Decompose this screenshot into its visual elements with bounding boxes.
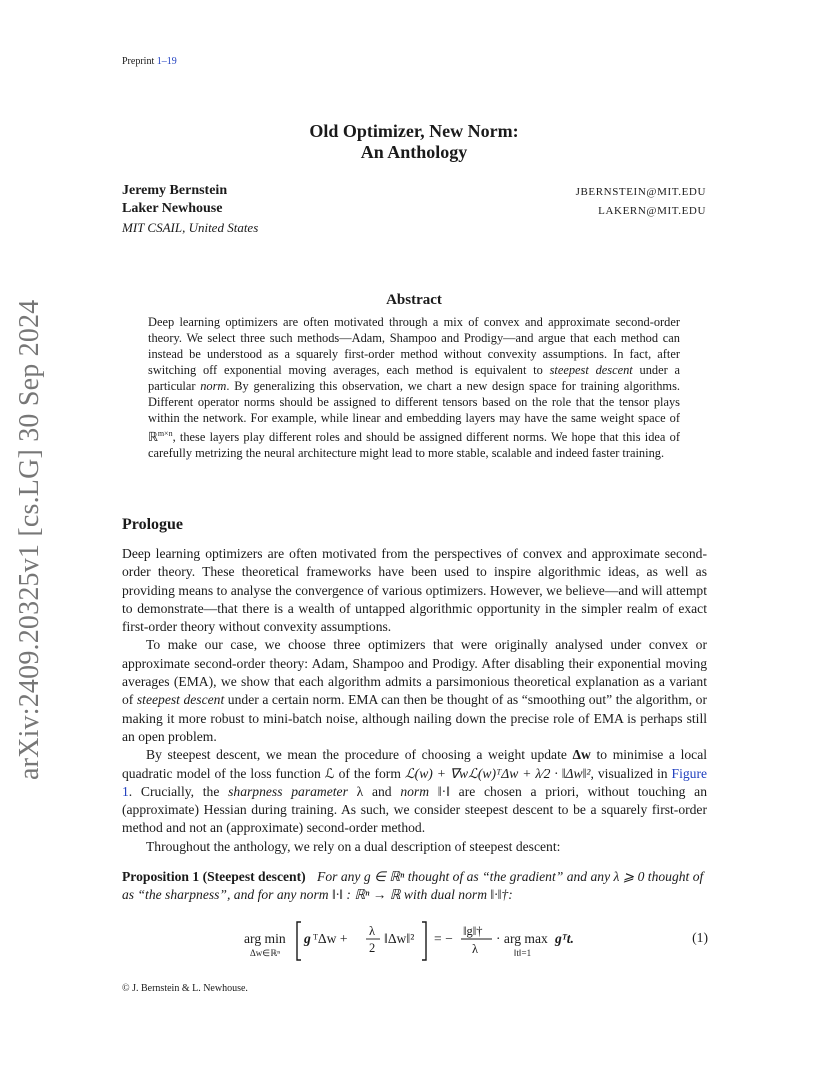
title-line-1: Old Optimizer, New Norm: — [309, 121, 519, 141]
equation-1 — [242, 916, 712, 966]
paragraph-3-emphasis-norm: norm — [400, 783, 430, 799]
abstract-part-4: , these layers play different roles and should be assigned different norms. We hope that this idea of carefully metrizing the neural architecture might lead to more stable, scalable and indeed faster training. — [148, 430, 680, 461]
abstract-text — [148, 314, 680, 461]
paragraph-1: Deep learning optimizers are often motivated from the perspectives of convex and approximate second-order theory. These theoretical frameworks have been used to inspire algorithmic ideas, as well as providing means to analyse the convergence of various optimizers. However, we believe—and will attempt to demonstrate—that there is a wealth of untapped algorithmic opportunity in the simpler realm of exact first-order theory without convexity assumptions. — [122, 546, 707, 635]
author-name-2: Laker Newhouse — [122, 201, 223, 216]
eq-lambda-numerator: λ — [369, 924, 376, 938]
affiliation: MIT CSAIL, United States — [122, 220, 259, 235]
paragraph-3-emphasis-sharpness: sharpness parameter — [228, 783, 348, 799]
abstract-emphasis-1: steepest descent — [549, 363, 633, 377]
paragraph-3-part-e: . Crucially, the — [128, 783, 229, 799]
inline-math-loss: ℒ — [324, 765, 335, 781]
arxiv-stamp: arXiv:2409.20325v1 [cs.LG] 30 Sep 2024 — [14, 299, 45, 780]
eq-tail: gᵀt. — [555, 931, 574, 946]
paragraph-2-part-b: under a certain norm. EMA can then be thought of as “smoothing out” the algorithm, or making it more robust to mini-batch noise, although nailing down the precise role of EMA is perhaps still an open problem. — [122, 692, 707, 744]
paragraph-4: Throughout the anthology, we rely on a dual description of steepest descent: — [146, 838, 561, 854]
eq-norm-squared: ‖Δw‖² — [384, 931, 415, 946]
eq-argmax-subscript: ‖t‖=1 — [514, 948, 532, 958]
equation-number: (1) — [692, 930, 708, 945]
eq-inner-product: ᵀΔw + — [313, 931, 348, 946]
author-email-1: JBERNSTEIN@MIT.EDU — [575, 186, 706, 198]
paragraph-3-part-c: of the form — [334, 765, 405, 781]
right-bracket — [422, 922, 426, 960]
abstract-superscript: m×n — [157, 429, 173, 438]
section-heading-prologue: Prologue — [122, 516, 184, 533]
copyright-footer: © J. Bernstein & L. Newhouse. — [122, 983, 248, 994]
running-header — [122, 56, 177, 67]
eq-lambda-denominator: λ — [472, 942, 479, 956]
abstract-part-1: Deep learning optimizers are often motivated through a mix of convex and approximate second-order theory. We select three such methods—Adam, Shampoo and Prodigy—and argue that each method can instead be understood as a squarely first-order method without convexity assumptions. In fact, after switching off exponential moving averages, each method is equivalent to — [148, 315, 680, 377]
proposition-1 — [122, 868, 707, 905]
abstract-emphasis-2: norm — [200, 379, 227, 393]
inline-math-delta-w: Δw — [572, 747, 591, 763]
paragraph-2-emphasis: steepest descent — [136, 692, 225, 708]
eq-argmin-subscript: Δw∈ℝⁿ — [250, 948, 281, 958]
paragraph-3-part-d: , visualized in — [590, 765, 672, 781]
proposition-label: Proposition 1 (Steepest descent) — [122, 869, 306, 884]
inline-math-quadratic-model: ℒ(w) + ∇wℒ(w)ᵀΔw + λ⁄2 · ‖Δw‖² — [404, 765, 591, 781]
abstract-heading: Abstract — [386, 292, 442, 308]
eq-gradient-symbol: g — [304, 931, 311, 946]
paper-title — [0, 121, 828, 163]
paragraph-2-part-a: To make our case, we choose three optimizers that were originally analysed under convex or approximate second-order theory: Adam, Shampoo and Prodigy. After disabling their exponential moving averages (EMA), we show that each algorithm admits a parsimonious theoretical explanation as a variant of — [122, 637, 707, 708]
abstract-part-3: . By generalizing this observation, we chart a new design space for training algorithms. Different operator norms should be assigned to different tensors based on the role that the tensor plays within the network. For example, while linear and embedding layers may have the same weight space of ℝ — [148, 379, 680, 445]
prologue-body — [122, 545, 707, 856]
paragraph-3-part-g: ‖·‖ are chosen a priori, without touching an (approximate) Hessian during training. As such, we consider steepest descent to be a squarely first-order method and not an (approximate) second-order method. — [122, 783, 708, 836]
eq-argmax: · arg max — [496, 931, 548, 946]
header-prefix: Preprint — [122, 56, 155, 67]
paragraph-3-part-b: to minimise a local quadratic model of the loss function — [122, 747, 707, 781]
page-range-link[interactable]: 1–19 — [156, 56, 177, 67]
eq-two-denominator: 2 — [369, 941, 376, 955]
proposition-statement: For any g ∈ ℝⁿ thought of as “the gradient” and any λ ⩾ 0 thought of as “the sharpness”, and for any norm ‖·‖ : ℝⁿ → ℝ with dual norm ‖·‖†: — [122, 869, 704, 903]
title-line-2: An Anthology — [360, 142, 468, 162]
eq-equals-minus: = − — [434, 931, 453, 946]
paragraph-3 — [122, 746, 707, 837]
author-name-1: Jeremy Bernstein — [122, 183, 228, 198]
eq-argmin: arg min — [244, 931, 286, 946]
paragraph-3-part-a: By steepest descent, we mean the procedure of choosing a weight update — [146, 747, 573, 763]
paragraph-3-part-f: λ and — [347, 783, 401, 799]
author-email-2: LAKERN@MIT.EDU — [598, 205, 706, 217]
figure-1-link[interactable]: Figure 1 — [122, 765, 708, 799]
eq-dual-norm-numerator: ‖g‖† — [463, 924, 483, 938]
left-bracket — [297, 922, 301, 960]
paragraph-2 — [122, 636, 707, 746]
abstract-part-2: under a particular — [148, 363, 680, 393]
